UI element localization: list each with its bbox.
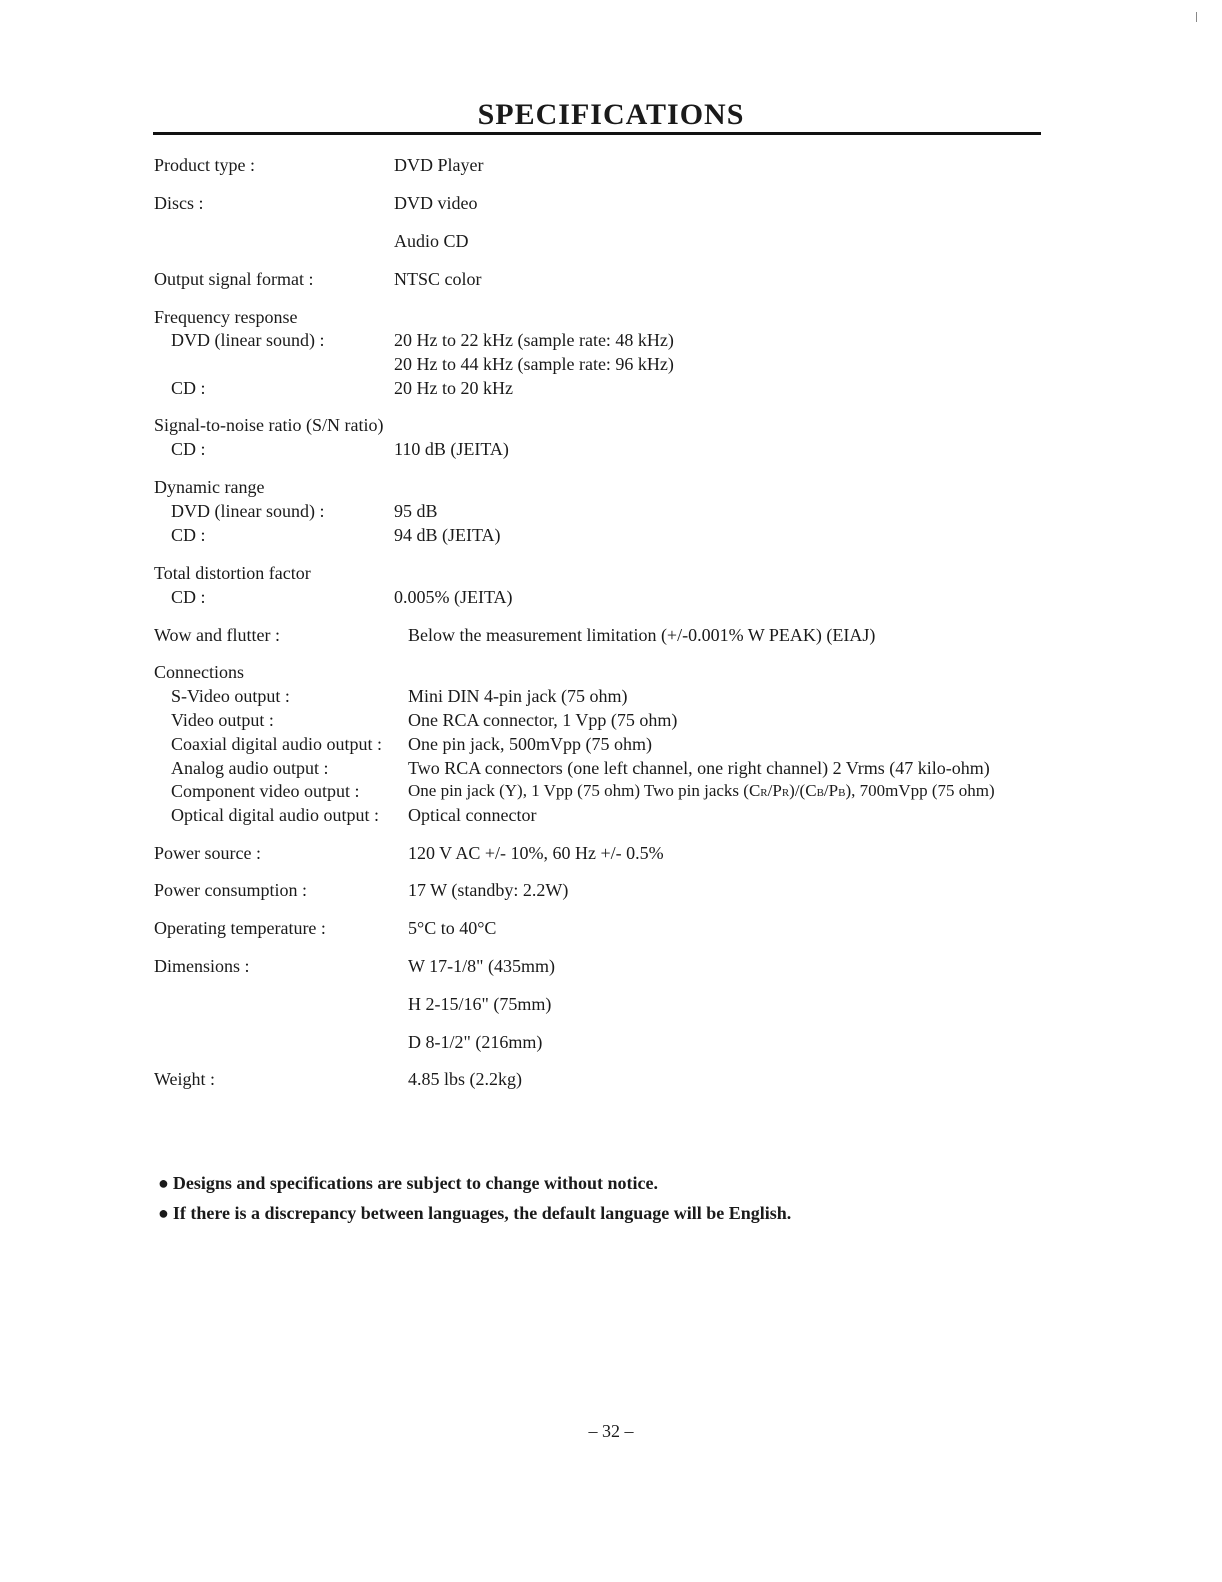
- label-wow: Wow and flutter :: [154, 625, 281, 645]
- value-weight: 4.85 lbs (2.2kg): [408, 1069, 522, 1089]
- value-frequency-dvd-1: 20 Hz to 22 kHz (sample rate: 48 kHz): [394, 330, 674, 350]
- label-connections: Connections: [154, 662, 244, 682]
- label-snr-cd: CD :: [171, 439, 206, 459]
- component-part-b: ), 700mVpp (75 ohm): [845, 781, 995, 800]
- value-dimension-d: D 8-1/2" (216mm): [408, 1032, 543, 1052]
- value-svideo: Mini DIN 4-pin jack (75 ohm): [408, 686, 628, 706]
- component-part-a: One pin jack (Y), 1 Vpp (75 ohm) Two pin jacks (C: [408, 781, 761, 800]
- value-dimension-w: W 17-1/8" (435mm): [408, 956, 555, 976]
- label-component: Component video output :: [171, 781, 360, 801]
- edge-mark: [1196, 12, 1197, 22]
- label-dynamic-range: Dynamic range: [154, 477, 265, 497]
- page-title: SPECIFICATIONS: [477, 98, 745, 131]
- label-discs: Discs :: [154, 193, 204, 213]
- value-dynamic-dvd: 95 dB: [394, 501, 438, 521]
- label-power-source: Power source :: [154, 843, 261, 863]
- component-mid-3: /P: [823, 781, 839, 800]
- label-distortion-cd: CD :: [171, 587, 206, 607]
- label-svideo: S-Video output :: [171, 686, 290, 706]
- label-distortion: Total distortion factor: [154, 563, 311, 583]
- label-dynamic-dvd: DVD (linear sound) :: [171, 501, 325, 521]
- value-discs-2: Audio CD: [394, 231, 469, 251]
- value-frequency-dvd-2: 20 Hz to 44 kHz (sample rate: 96 kHz): [394, 354, 674, 374]
- note-1-text: Designs and specifications are subject to change without notice.: [172, 1173, 659, 1193]
- value-distortion-cd: 0.005% (JEITA): [394, 587, 513, 607]
- component-sub-r2: R: [781, 787, 790, 799]
- value-analog: Two RCA connectors (one left channel, one right channel) 2 Vrms (47 kilo-ohm): [408, 758, 990, 778]
- label-dynamic-cd: CD :: [171, 525, 206, 545]
- value-snr-cd: 110 dB (JEITA): [394, 439, 509, 459]
- label-snr: Signal-to-noise ratio (S/N ratio): [154, 415, 384, 435]
- value-optical: Optical connector: [408, 805, 537, 825]
- value-coaxial: One pin jack, 500mVpp (75 ohm): [408, 734, 652, 754]
- label-product-type: Product type :: [154, 155, 255, 175]
- page-number: – 32 –: [588, 1421, 634, 1441]
- value-temperature: 5°C to 40°C: [408, 918, 497, 938]
- value-wow: Below the measurement limitation (+/-0.001% W PEAK) (EIAJ): [408, 625, 876, 645]
- component-sub-b: B: [816, 787, 824, 799]
- label-output-signal: Output signal format :: [154, 269, 314, 289]
- label-dimensions: Dimensions :: [154, 956, 250, 976]
- note-2: [158, 1202, 791, 1224]
- label-video: Video output :: [171, 710, 274, 730]
- value-frequency-cd: 20 Hz to 20 kHz: [394, 378, 513, 398]
- bullet-icon: ●: [158, 1203, 169, 1223]
- note-1: [158, 1172, 658, 1194]
- label-power-consumption: Power consumption :: [154, 880, 307, 900]
- label-optical: Optical digital audio output :: [171, 805, 379, 825]
- component-mid-2: )/(C: [789, 781, 817, 800]
- value-component: [408, 780, 995, 804]
- bullet-icon: ●: [158, 1173, 169, 1193]
- value-product-type: DVD Player: [394, 155, 484, 175]
- value-video: One RCA connector, 1 Vpp (75 ohm): [408, 710, 678, 730]
- value-power-consumption: 17 W (standby: 2.2W): [408, 880, 569, 900]
- component-mid-1: /P: [767, 781, 782, 800]
- label-temperature: Operating temperature :: [154, 918, 326, 938]
- value-output-signal: NTSC color: [394, 269, 482, 289]
- component-sub-b2: B: [838, 787, 846, 799]
- component-sub-r: R: [760, 787, 768, 799]
- label-frequency-dvd: DVD (linear sound) :: [171, 330, 325, 350]
- value-dimension-h: H 2-15/16" (75mm): [408, 994, 552, 1014]
- value-dynamic-cd: 94 dB (JEITA): [394, 525, 501, 545]
- title-rule: [153, 132, 1041, 135]
- value-discs-1: DVD video: [394, 193, 478, 213]
- label-weight: Weight :: [154, 1069, 216, 1089]
- label-frequency-cd: CD :: [171, 378, 206, 398]
- label-analog: Analog audio output :: [171, 758, 329, 778]
- label-coaxial: Coaxial digital audio output :: [171, 734, 382, 754]
- note-2-text: If there is a discrepancy between languages, the default language will be English.: [172, 1203, 792, 1223]
- value-power-source: 120 V AC +/- 10%, 60 Hz +/- 0.5%: [408, 843, 664, 863]
- label-frequency: Frequency response: [154, 307, 298, 327]
